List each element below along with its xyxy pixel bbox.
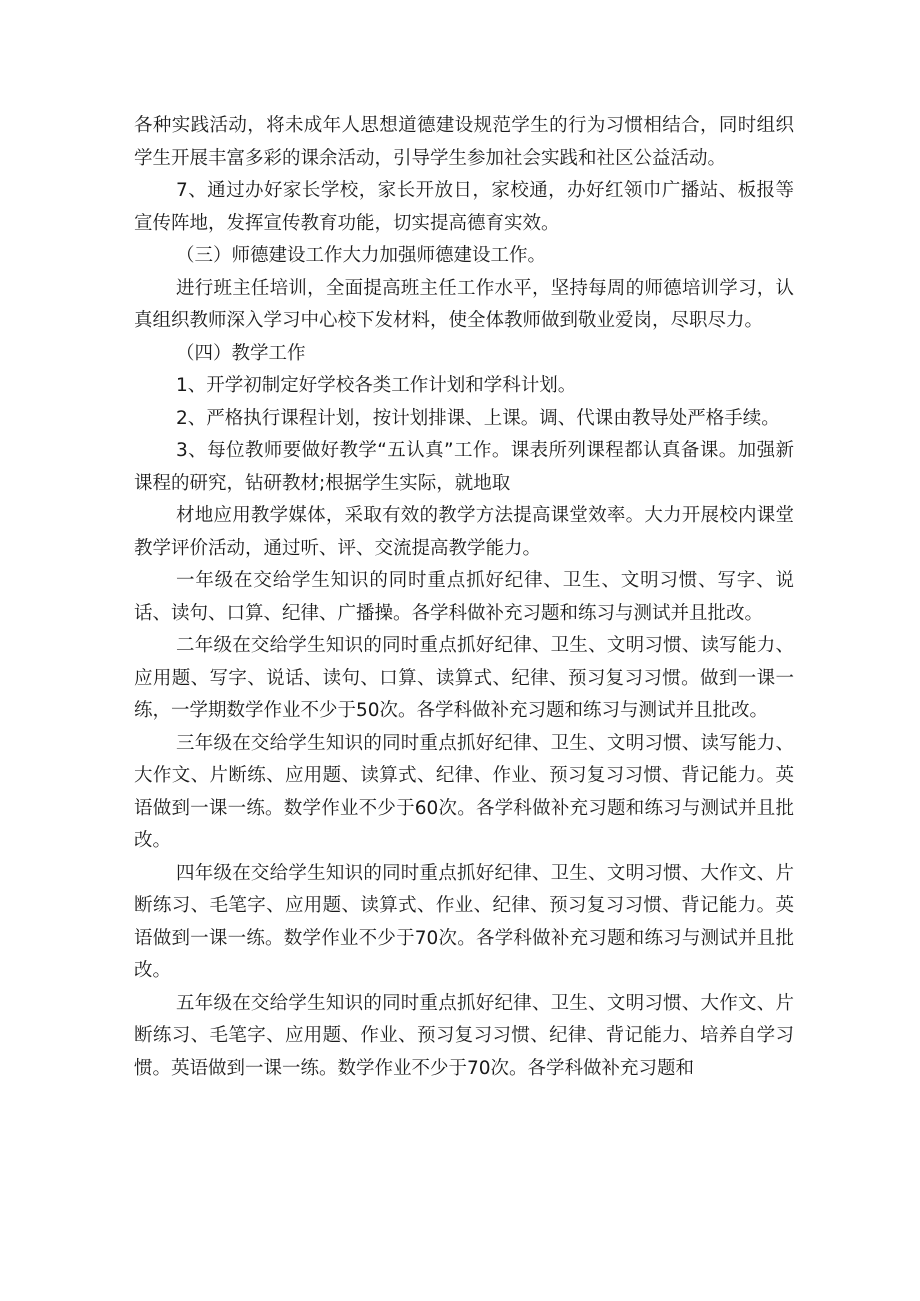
paragraph-grade-3: 三年级在交给学生知识的同时重点抓好纪律、卫生、文明习惯、读写能力、大作文、片断练、应用题、读算式、纪律、作业、预习复习习惯、背记能力。英语做到一课一练。数学作业不少于60次。各学科做补充习题和练习与测试并且批改。: [134, 732, 794, 851]
section-heading-teaching: （四）教学工作: [176, 342, 306, 364]
paragraph-grade-2: 二年级在交给学生知识的同时重点抓好纪律、卫生、文明习惯、读写能力、应用题、写字、说话、读句、口算、读算式、纪律、预习复习习惯。做到一课一练，一学期数学作业不少于50次。各学科做补充习题和练习与测试并且批改。: [134, 635, 794, 721]
paragraph-practice-activities: 各种实践活动，将未成年人思想道德建设规范学生的行为习惯相结合，同时组织学生开展丰富多彩的课余活动，引导学生参加社会实践和社区公益活动。: [134, 115, 794, 169]
paragraph-item-7: 7、通过办好家长学校，家长开放日，家校通，办好红领巾广播站、板报等宣传阵地，发挥宣传教育功能，切实提高德育实效。: [134, 180, 794, 234]
document-body: [134, 110, 794, 1085]
paragraph-grade-1: 一年级在交给学生知识的同时重点抓好纪律、卫生、文明习惯、写字、说话、读句、口算、纪律、广播操。各学科做补充习题和练习与测试并且批改。: [134, 570, 794, 624]
paragraph-item-2: 2、严格执行课程计划，按计划排课、上课。调、代课由教导处严格手续。: [176, 407, 780, 429]
paragraph-grade-5: 五年级在交给学生知识的同时重点抓好纪律、卫生、文明习惯、大作文、片断练习、毛笔字、应用题、作业、预习复习习惯、纪律、背记能力、培养自学习惯。英语做到一课一练。数学作业不少于70次。各学科做补充习题和: [134, 992, 794, 1079]
paragraph-teacher-training: 进行班主任培训，全面提高班主任工作水平，坚持每周的师德培训学习，认真组织教师深入学习中心校下发材料，使全体教师做到敬业爱岗，尽职尽力。: [134, 277, 794, 331]
section-heading-teacher-ethics: （三）师德建设工作大力加强师德建设工作。: [176, 245, 547, 266]
paragraph-teaching-media: 材地应用教学媒体，采取有效的教学方法提高课堂效率。大力开展校内课堂教学评价活动，通过听、评、交流提高教学能力。: [134, 505, 794, 559]
paragraph-item-1: 1、开学初制定好学校各类工作计划和学科计划。: [176, 375, 577, 396]
paragraph-item-3: 3、每位教师要做好教学“五认真”工作。课表所列课程都认真备课。加强新课程的研究，钻研教材;根据学生实际，就地取: [134, 440, 794, 494]
paragraph-grade-4: 四年级在交给学生知识的同时重点抓好纪律、卫生、文明习惯、大作文、片断练习、毛笔字、应用题、读算式、作业、纪律、预习复习习惯、背记能力。英语做到一课一练。数学作业不少于70次。各学科做补充习题和练习与测试并且批改。: [134, 862, 794, 981]
